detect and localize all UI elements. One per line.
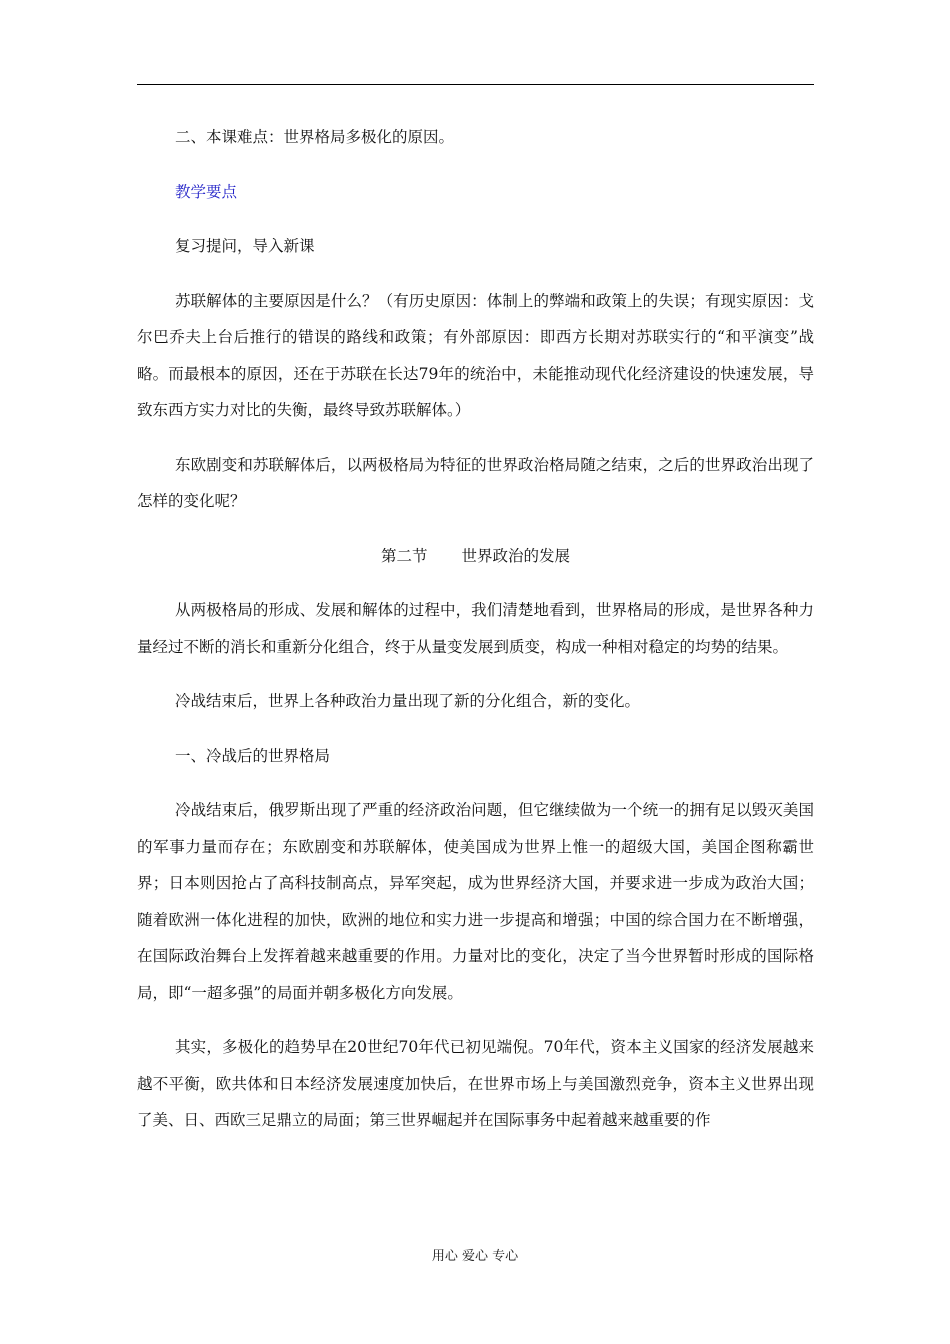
- teaching-points-heading: 教学要点: [175, 182, 238, 201]
- section-number: 第二节: [380, 546, 428, 565]
- soviet-question-paragraph: 苏联解体的主要原因是什么？（有历史原因：体制上的弊端和政策上的失误；有现实原因：戈尔巴乔夫上台后推行的错误的路线和政策；有外部原因：即西方长期对苏联实行的“和平演变”战略。而最根本的原因，还在于苏联在长达79年的统治中，未能推动现代化经济建设的快速发展，导致东西方实力对比的失衡，最终导致苏联解体。）: [137, 291, 814, 419]
- multipolar-trend-paragraph: 其实，多极化的趋势早在20世纪70年代已初见端倪。70年代，资本主义国家的经济发展越来越不平衡，欧共体和日本经济发展速度加快后，在世界市场上与美国激烈竞争，资本主义世界出现了美、日、西欧三足鼎立的局面；第三世界崛起并在国际事务中起着越来越重要的作: [137, 1038, 814, 1129]
- pattern-formation-paragraph: 从两极格局的形成、发展和解体的过程中，我们清楚地看到，世界格局的形成，是世界各种力量经过不断的消长和重新分化组合，终于从量变发展到质变，构成一种相对稳定的均势的结果。: [137, 601, 814, 656]
- difficulty-line: 二、本课难点：世界格局多极化的原因。: [175, 128, 455, 146]
- subheading-post-cold-war-pattern: 一、冷战后的世界格局: [175, 746, 331, 765]
- section-title: [137, 538, 814, 575]
- review-intro: 复习提问，导入新课: [175, 237, 315, 255]
- header-rule: [137, 84, 814, 85]
- post-cold-war-paragraph: 冷战结束后，世界上各种政治力量出现了新的分化组合，新的变化。: [175, 692, 641, 710]
- document-body: [137, 119, 814, 1139]
- world-pattern-paragraph: 冷战结束后，俄罗斯出现了严重的经济政治问题，但它继续做为一个统一的拥有足以毁灭美国的军事力量而存在；东欧剧变和苏联解体，使美国成为世界上惟一的超级大国，美国企图称霸世界；日本则因抢占了高科技制高点，异军突起，成为世界经济大国，并要求进一步成为政治大国；随着欧洲一体化进程的加快，欧洲的地位和实力进一步提高和增强；中国的综合国力在不断增强，在国际政治舞台上发挥着越来越重要的作用。力量对比的变化，决定了当今世界暂时形成的国际格局，即“一超多强”的局面并朝多极化方向发展。: [137, 801, 814, 1002]
- section-name: 世界政治的发展: [461, 546, 571, 565]
- page-footer: 用心 爱心 专心: [431, 1249, 519, 1264]
- transition-question-paragraph: 东欧剧变和苏联解体后，以两极格局为特征的世界政治格局随之结束，之后的世界政治出现了怎样的变化呢？: [137, 455, 814, 510]
